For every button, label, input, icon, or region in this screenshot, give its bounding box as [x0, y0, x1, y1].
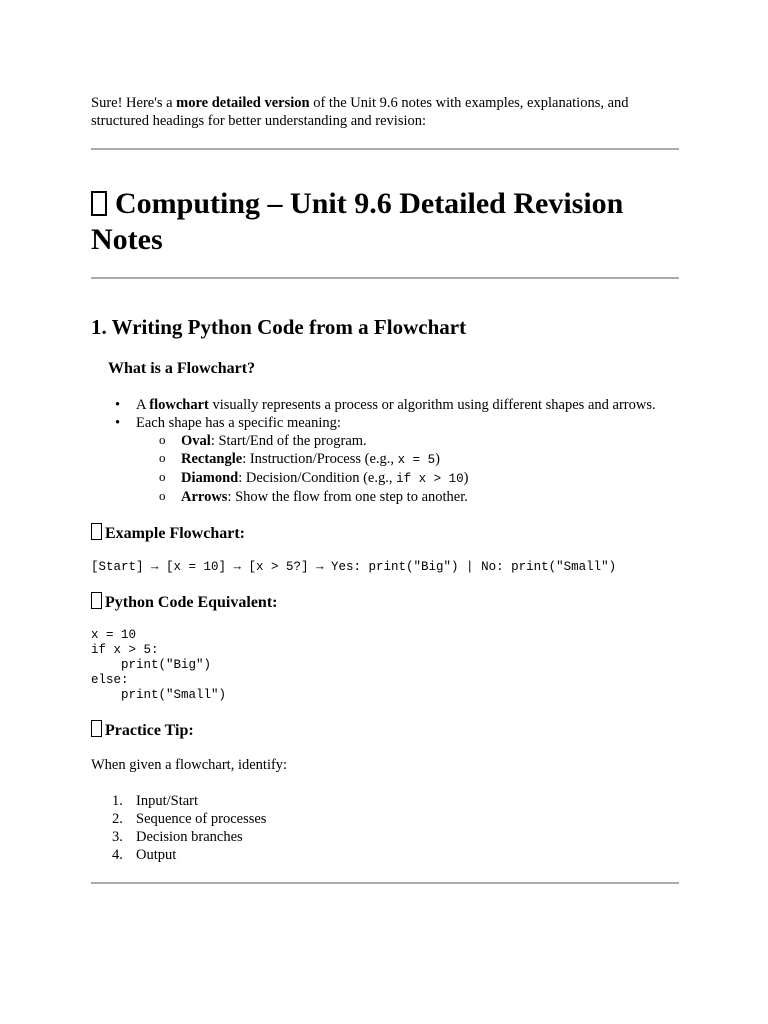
python-code-block: x = 10 if x > 5: print("Big") else: print("Small") — [91, 628, 227, 702]
intro-paragraph — [91, 94, 679, 130]
bullet-bold: flowchart — [149, 397, 209, 413]
example-flowchart-code: [Start] → [x = 10] → [x > 5?] → Yes: print("Big") | No: print("Small") — [91, 560, 617, 574]
shape-desc: : Instruction/Process (e.g., — [242, 451, 398, 467]
divider — [91, 882, 679, 884]
page-title-text: Computing – Unit 9.6 Detailed Revision Notes — [91, 187, 624, 256]
list-item — [91, 828, 679, 846]
missing-glyph-icon — [91, 592, 102, 609]
intro-suffix: of the Unit 9.6 notes with examples, explanations, and structured headings for better understanding and revision: — [91, 95, 629, 129]
page-title — [91, 186, 679, 258]
shape-name: Diamond — [181, 470, 239, 486]
intro-bold: more detailed version — [176, 95, 310, 111]
tip-heading-text: Practice Tip: — [105, 722, 194, 739]
shape-name: Rectangle — [181, 451, 243, 467]
step-text: Input/Start — [136, 793, 199, 809]
list-item — [91, 846, 679, 864]
list-item — [136, 450, 679, 469]
inline-code: if x > 10 — [396, 472, 464, 486]
python-heading-text: Python Code Equivalent: — [105, 594, 278, 611]
list-item — [91, 396, 679, 414]
list-item — [136, 488, 679, 506]
inline-code: x = 5 — [397, 453, 436, 467]
intro-prefix: Sure! Here's a — [91, 95, 177, 111]
document-content — [91, 94, 679, 884]
step-number: 1. — [112, 793, 123, 809]
divider — [91, 277, 679, 279]
shape-desc: : Show the flow from one step to another. — [227, 489, 468, 505]
missing-glyph-icon — [91, 523, 102, 540]
tip-heading — [91, 720, 679, 741]
shape-name: Oval — [181, 433, 211, 449]
shape-desc: : Decision/Condition (e.g., — [238, 470, 397, 486]
shape-desc: : Start/End of the program. — [210, 433, 367, 449]
list-item — [91, 792, 679, 810]
subsection-heading: What is a Flowchart? — [108, 360, 256, 377]
missing-glyph-icon — [91, 720, 102, 737]
steps-list — [91, 792, 679, 864]
missing-glyph-icon — [91, 191, 107, 216]
example-heading — [91, 523, 679, 544]
list-item — [136, 432, 679, 450]
section-heading: 1. Writing Python Code from a Flowchart — [91, 315, 467, 339]
bullet-text: Each shape has a specific meaning: — [136, 415, 341, 431]
step-number: 4. — [112, 847, 123, 863]
divider — [91, 148, 679, 150]
step-text: Sequence of processes — [136, 811, 267, 827]
example-heading-text: Example Flowchart: — [105, 525, 245, 542]
bullet-suffix: visually represents a process or algorithm using different shapes and arrows. — [208, 397, 656, 413]
step-number: 2. — [112, 811, 123, 827]
list-item — [136, 469, 679, 488]
bullet-list — [91, 396, 679, 506]
shape-desc-end: ) — [463, 470, 469, 486]
bullet-prefix: A — [136, 397, 150, 413]
shape-desc-end: ) — [435, 451, 441, 467]
tip-intro: When given a flowchart, identify: — [91, 757, 288, 773]
list-item — [91, 810, 679, 828]
python-heading — [91, 592, 679, 613]
list-item — [91, 414, 679, 506]
shape-name: Arrows — [181, 489, 228, 505]
shape-list — [136, 432, 679, 506]
step-number: 3. — [112, 829, 123, 845]
step-text: Decision branches — [136, 829, 243, 845]
step-text: Output — [136, 847, 177, 863]
